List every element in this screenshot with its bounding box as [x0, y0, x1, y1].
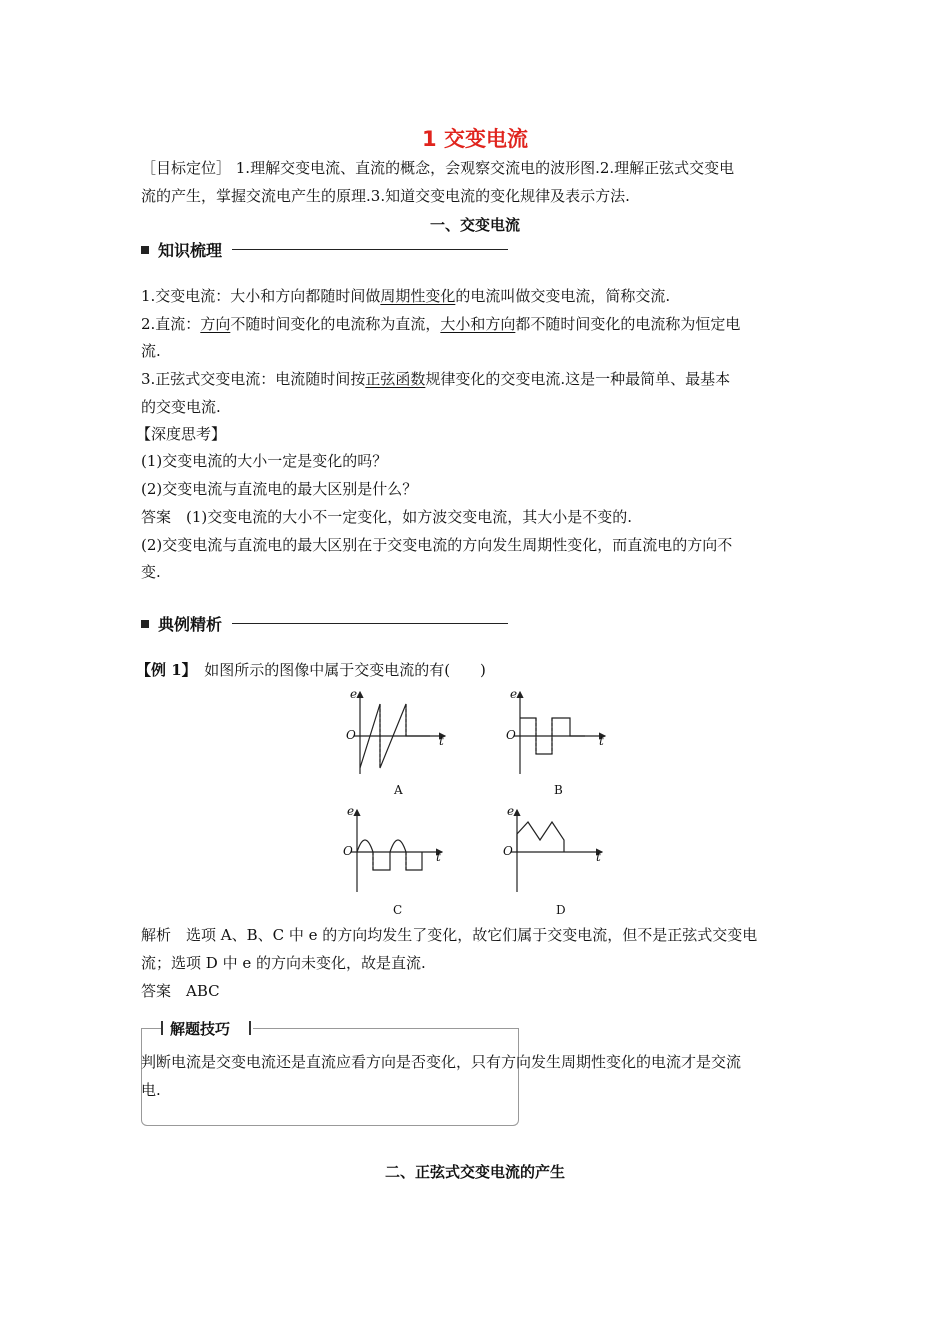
- tip-line-2: 电.: [141, 1081, 161, 1099]
- analysis-line-1: 解析 选项 A、B、C 中 e 的方向均发生了变化，故它们属于交变电流，但不是正弦式交变电: [141, 926, 758, 944]
- deep-think-label: 【深度思考】: [136, 425, 227, 443]
- deep-answer-2-cont: 变.: [141, 563, 161, 581]
- square-bullet-icon: [141, 246, 149, 254]
- graph-label-c: C: [393, 903, 403, 917]
- examples-header-label: 典例精析: [158, 615, 223, 634]
- waveform-figures: [330, 688, 630, 920]
- knowledge-p2: 2.直流：方向不随时间变化的电流称为直流，大小和方向都不随时间变化的电流称为恒定电: [141, 315, 741, 333]
- axis-label-e: e: [350, 687, 358, 701]
- underlined-term: 周期性变化: [380, 287, 456, 305]
- example-answer: 答案 ABC: [141, 982, 220, 1000]
- origin-label: O: [343, 844, 353, 858]
- axis-label-e: e: [510, 687, 518, 701]
- tip-bar-right: [249, 1021, 251, 1035]
- objectives-line-1: ［目标定位］ 1.理解交变电流、直流的概念，会观察交流电的波形图.2.理解正弦式交变电: [141, 159, 735, 177]
- underlined-term: 正弦函数: [365, 370, 426, 388]
- tip-title: 解题技巧: [166, 1018, 234, 1039]
- axis-label-t: t: [599, 734, 604, 748]
- axis-label-e: e: [507, 804, 515, 818]
- underlined-term: 方向: [200, 315, 231, 333]
- graph-a: [354, 692, 445, 774]
- axis-label-t: t: [436, 850, 441, 864]
- underlined-term: 大小和方向: [440, 315, 516, 333]
- graph-label-b: B: [554, 783, 563, 797]
- graph-d: [511, 810, 602, 892]
- analysis-line-2: 流；选项 D 中 e 的方向未变化，故是直流.: [141, 954, 426, 972]
- examples-header: [141, 612, 508, 635]
- graph-label-a: A: [394, 783, 403, 797]
- section-heading-1: 一、交变电流: [429, 216, 520, 234]
- tip-bar-left: [161, 1021, 163, 1035]
- section-heading-2: 二、正弦式交变电流的产生: [384, 1163, 565, 1181]
- header-rule: [232, 623, 508, 624]
- knowledge-p3-cont: 的交变电流.: [141, 398, 221, 416]
- knowledge-p3: 3.正弦式交变电流：电流随时间按正弦函数规律变化的交变电流.这是一种最简单、最基本: [141, 370, 731, 388]
- tip-box-frame: [141, 1028, 519, 1126]
- graph-c: [351, 810, 442, 892]
- knowledge-header-label: 知识梳理: [158, 241, 223, 260]
- axis-label-t: t: [596, 850, 601, 864]
- page-title: 1 交变电流: [422, 127, 528, 151]
- axis-label-e: e: [347, 804, 355, 818]
- graph-b: [514, 692, 605, 774]
- deep-question-2: (2)交变电流与直流电的最大区别是什么？: [141, 480, 418, 498]
- knowledge-header: [141, 238, 508, 261]
- example-label: 【例 1】: [136, 661, 190, 679]
- origin-label: O: [506, 728, 516, 742]
- example-1: [136, 660, 486, 680]
- origin-label: O: [503, 844, 513, 858]
- objectives-line-2: 流的产生，掌握交流电产生的原理.3.知道交变电流的变化规律及表示方法.: [141, 187, 630, 205]
- knowledge-p1: 1.交变电流：大小和方向都随时间做周期性变化的电流叫做交变电流，简称交流.: [141, 287, 671, 305]
- knowledge-p2-cont: 流.: [141, 342, 161, 360]
- header-rule: [232, 249, 508, 250]
- example-question: 如图所示的图像中属于交变电流的有( ): [204, 661, 486, 679]
- tip-box: [141, 1020, 519, 1126]
- deep-answer-2: (2)交变电流与直流电的最大区别在于交变电流的方向发生周期性变化，而直流电的方向不: [141, 536, 733, 554]
- tip-line-1: 判断电流是交变电流还是直流应看方向是否变化，只有方向发生周期性变化的电流才是交流: [141, 1053, 742, 1071]
- graph-label-d: D: [556, 903, 566, 917]
- axis-label-t: t: [439, 734, 444, 748]
- deep-answer-1: 答案 (1)交变电流的大小不一定变化，如方波交变电流，其大小是不变的.: [141, 508, 633, 526]
- deep-question-1: (1)交变电流的大小一定是变化的吗？: [141, 452, 388, 470]
- origin-label: O: [346, 728, 356, 742]
- square-bullet-icon: [141, 620, 149, 628]
